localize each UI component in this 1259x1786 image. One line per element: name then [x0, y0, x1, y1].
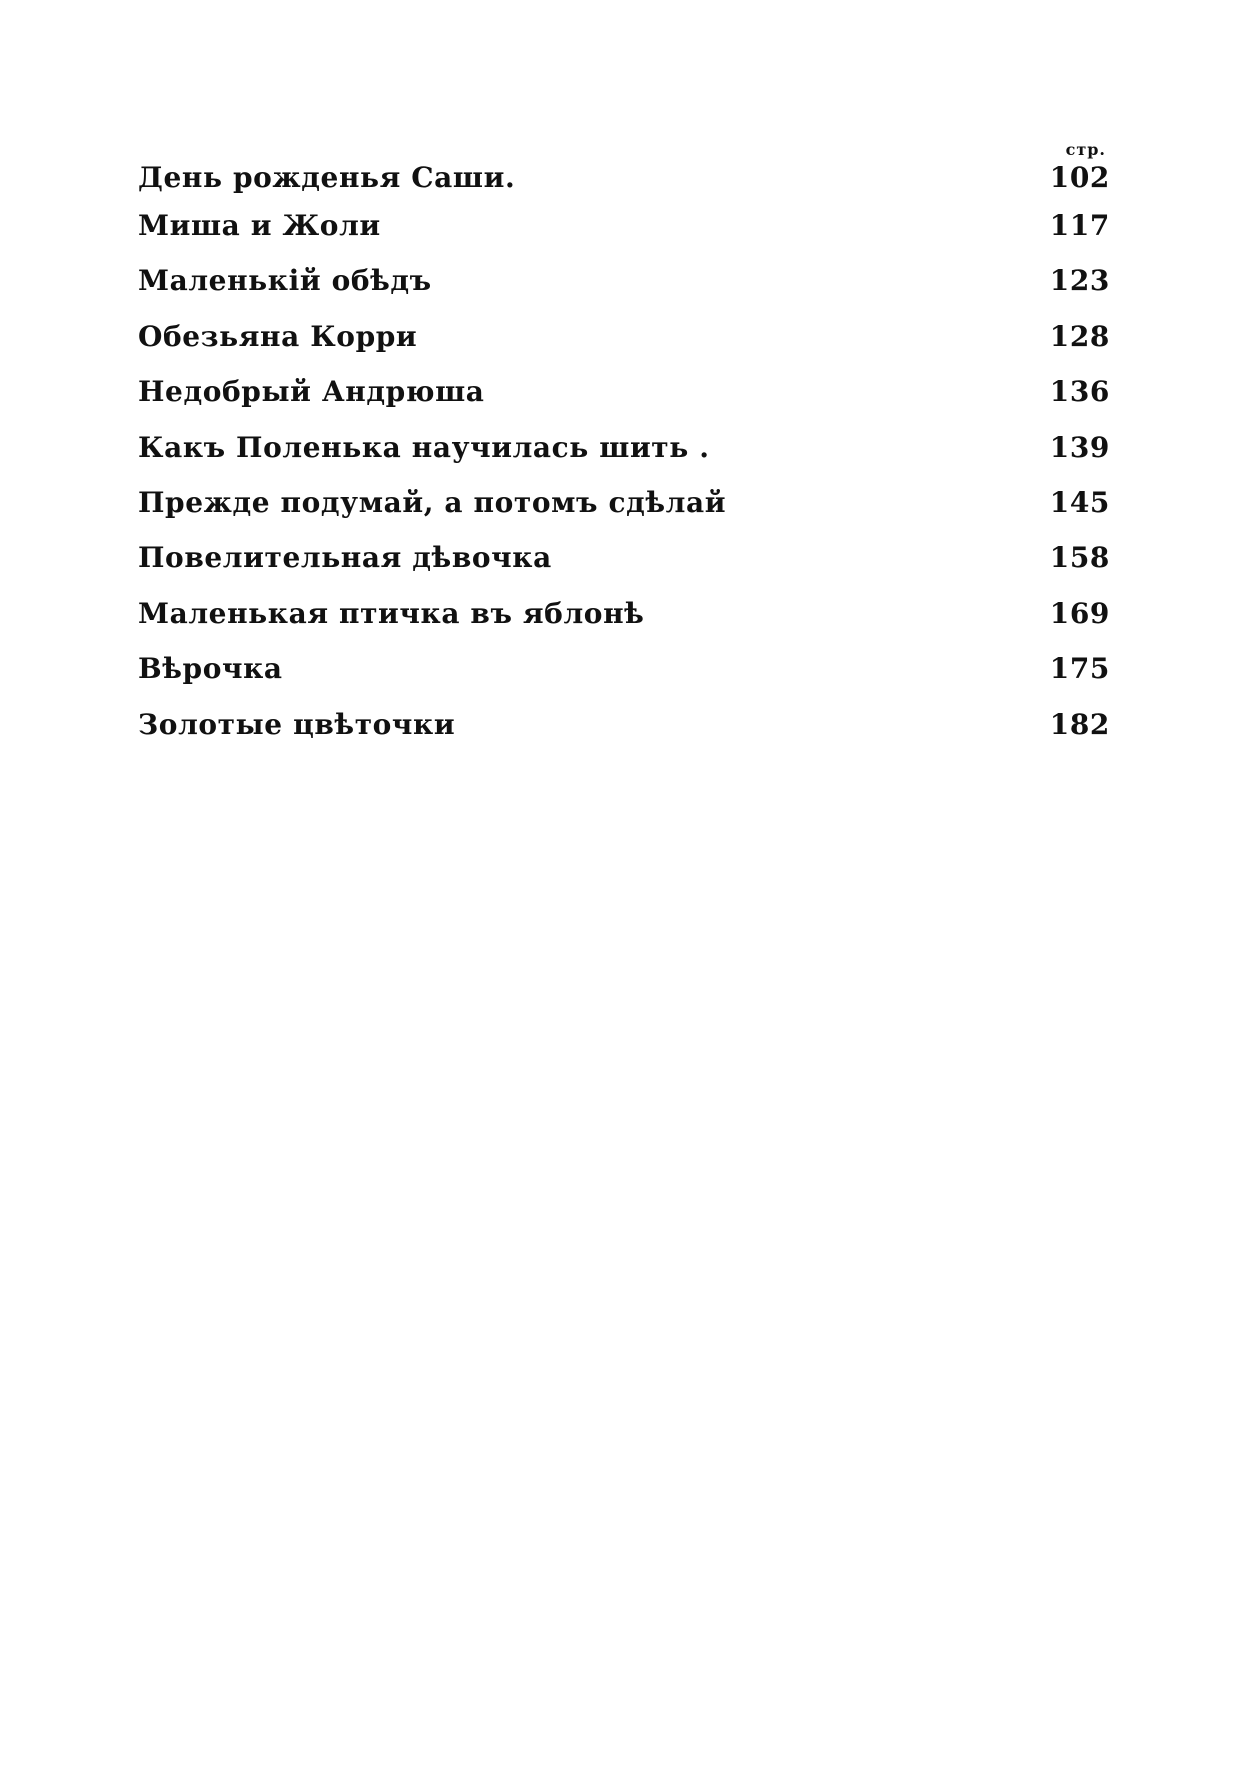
entry-title: Какъ Поленька научилась шить .: [138, 430, 710, 464]
toc-entry: [138, 319, 1110, 378]
entry-title: Вѣрочка: [138, 652, 283, 686]
entry-title: Недобрый Андрюша: [138, 375, 485, 409]
entry-page-number: 139: [1049, 430, 1110, 464]
entry-page-number: 158: [1049, 541, 1110, 575]
entry-page-number: 169: [1049, 596, 1110, 630]
table-of-contents: [138, 140, 1110, 766]
entry-page-number: 123: [1049, 264, 1110, 298]
entry-title: Золотые цвѣточки: [138, 707, 456, 741]
toc-entry: [138, 430, 1110, 489]
toc-entry: [138, 375, 1110, 433]
entry-page-number: 117: [1049, 209, 1110, 242]
toc-list: [138, 161, 1110, 766]
toc-entry: [138, 209, 1110, 267]
entry-title: День рожденья Саши.: [138, 161, 516, 194]
entry-page-number: 102: [1049, 161, 1110, 194]
toc-entry: [138, 264, 1110, 322]
toc-entry: [138, 652, 1110, 710]
entry-page-number: 128: [1049, 319, 1110, 353]
entry-title: Обезьяна Корри: [138, 319, 418, 353]
entry-title: Прежде подумай, а потомъ сдѣлай: [138, 485, 727, 519]
page-column-label: стр.: [1065, 140, 1106, 159]
entry-page-number: 175: [1049, 652, 1110, 686]
entry-title: Миша и Жоли: [138, 209, 381, 242]
entry-title: Маленькая птичка въ яблонѣ: [138, 596, 645, 630]
entry-page-number: 136: [1049, 375, 1110, 409]
entry-title: Маленькій обѣдъ: [138, 264, 432, 298]
entry-page-number: 145: [1049, 485, 1110, 519]
toc-entry: [138, 161, 1110, 212]
toc-entry: [138, 596, 1110, 655]
toc-entry: [138, 707, 1110, 766]
entry-title: Повелительная дѣвочка: [138, 541, 552, 575]
entry-page-number: 182: [1049, 707, 1110, 741]
toc-entry: [138, 485, 1110, 544]
toc-entry: [138, 541, 1110, 599]
